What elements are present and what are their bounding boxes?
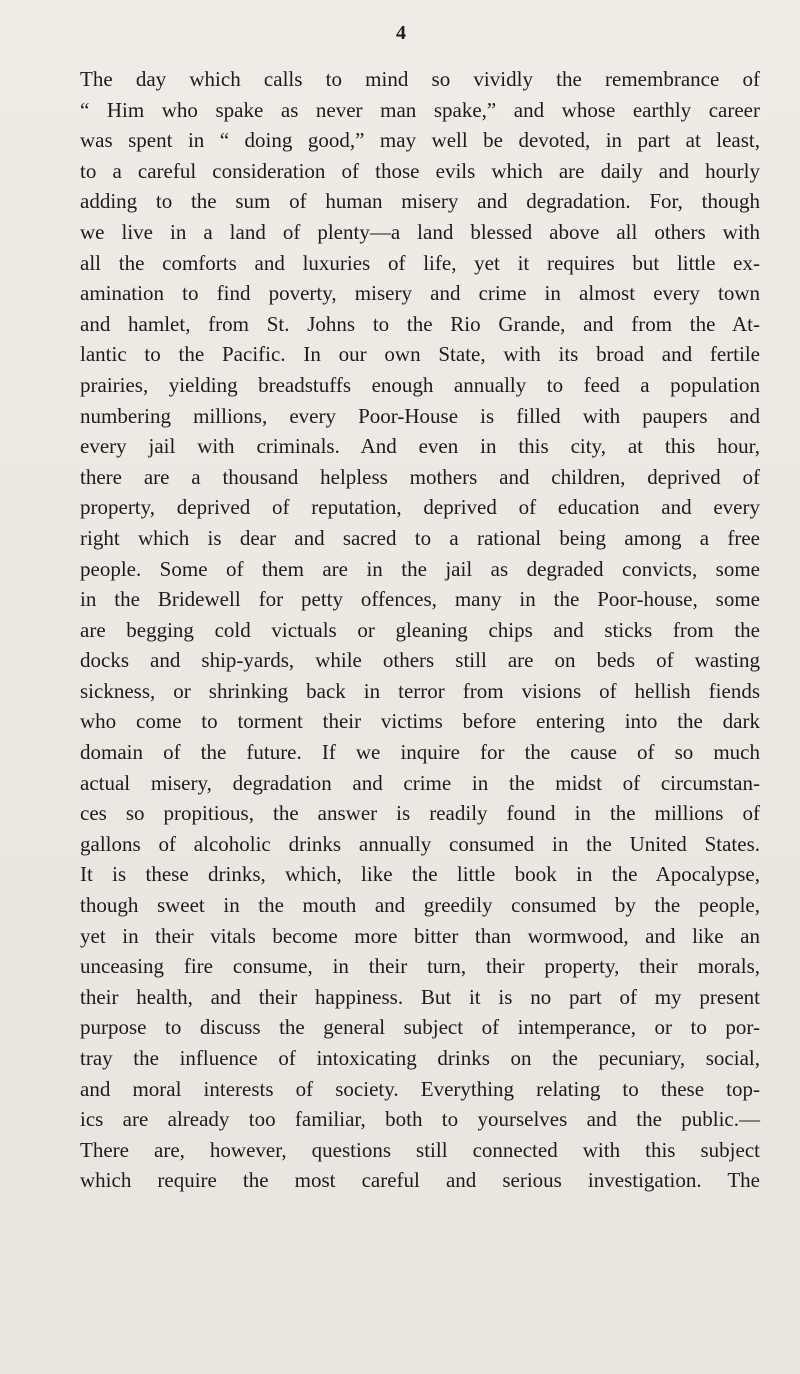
text-line: tray the influence of intoxicating drinks on the pecuniary, social, xyxy=(80,1046,760,1070)
text-line: which require the most careful and serious investigation. The xyxy=(80,1168,760,1193)
text-line: gallons of alcoholic drinks annually consumed in the United States. xyxy=(80,831,760,856)
text-line: who come to torment their victims before entering into the dark xyxy=(80,709,760,734)
text-line: we live in a land of plenty—a land blessed above all others with xyxy=(80,219,760,244)
text-line: all the comforts and luxuries of life, yet it requires but little ex- xyxy=(80,250,760,275)
text-line: though sweet in the mouth and greedily consumed by the people, xyxy=(80,893,760,918)
text-line: adding to the sum of human misery and degradation. For, though xyxy=(80,189,760,214)
text-line: sickness, or shrinking back in terror from visions of hellish fiends xyxy=(80,678,760,703)
text-line: yet in their vitals become more bitter than wormwood, and like an xyxy=(80,923,760,948)
text-line: are begging cold victuals or gleaning chips and sticks from the xyxy=(80,617,760,642)
text-line: docks and ship-yards, while others still are on beds of wasting xyxy=(80,648,760,673)
text-line: numbering millions, every Poor-House is filled with paupers and xyxy=(80,403,760,428)
text-line: It is these drinks, which, like the little book in the Apocalypse, xyxy=(80,862,760,887)
text-line: to a careful consideration of those evils which are daily and hourly xyxy=(80,158,760,183)
text-line: there are a thousand helpless mothers and children, deprived of xyxy=(80,464,760,489)
text-line: and moral interests of society. Everything relating to these top- xyxy=(80,1076,760,1101)
text-line: lantic to the Pacific. In our own State, with its broad and fertile xyxy=(80,342,760,367)
text-line: There are, however, questions still connected with this subject xyxy=(80,1137,760,1162)
text-line: purpose to discuss the general subject of intemperance, or to por- xyxy=(80,1015,760,1040)
body-text xyxy=(80,64,760,1196)
page-number: 4 xyxy=(396,22,406,44)
text-line: property, deprived of reputation, deprived of education and every xyxy=(80,495,760,520)
text-line: amination to find poverty, misery and crime in almost every town xyxy=(80,281,760,306)
text-line: in the Bridewell for petty offences, many in the Poor-house, some xyxy=(80,587,760,612)
text-line: people. Some of them are in the jail as degraded convicts, some xyxy=(80,556,760,581)
text-line: actual misery, degradation and crime in the midst of circumstan- xyxy=(80,770,760,795)
text-line: right which is dear and sacred to a rational being among a free xyxy=(80,525,760,550)
text-line: and hamlet, from St. Johns to the Rio Grande, and from the At- xyxy=(80,311,760,336)
text-line: domain of the future. If we inquire for the cause of so much xyxy=(80,740,760,765)
text-line: ces so propitious, the answer is readily found in the millions of xyxy=(80,801,760,826)
text-line: every jail with criminals. And even in this city, at this hour, xyxy=(80,434,760,459)
text-line: ics are already too familiar, both to yourselves and the public.— xyxy=(80,1107,760,1132)
text-line: their health, and their happiness. But it is no part of my present xyxy=(80,984,760,1009)
text-line: unceasing fire consume, in their turn, their property, their morals, xyxy=(80,954,760,979)
text-line: prairies, yielding breadstuffs enough annually to feed a population xyxy=(80,372,760,397)
text-line: “ Him who spake as never man spake,” and whose earthly career xyxy=(80,97,760,122)
text-line: was spent in “ doing good,” may well be devoted, in part at least, xyxy=(80,128,760,153)
text-line: The day which calls to mind so vividly the remembrance of xyxy=(80,67,760,91)
